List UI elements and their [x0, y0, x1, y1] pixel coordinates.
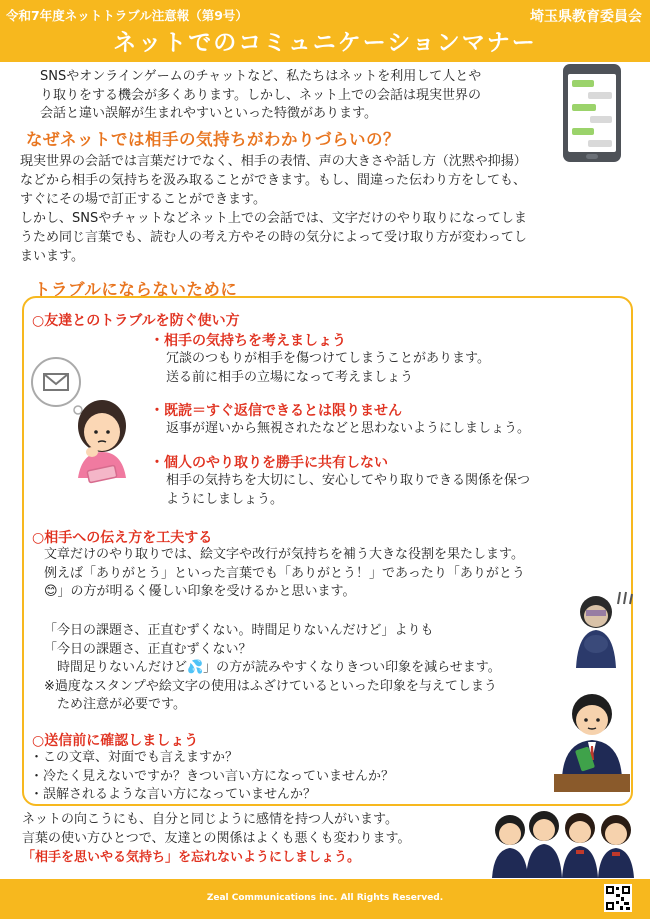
intro-line: SNSやオンラインゲームのチャットなど、私たちはネットを利用して人とや: [40, 69, 482, 84]
smartphone-chat-icon: [563, 64, 621, 162]
tip-line: 冗談のつもりが相手を傷つけてしまうことがあります。: [166, 351, 490, 366]
section2-title: ○相手への伝え方を工夫する: [32, 530, 213, 546]
example-line: ため注意が必要です。: [44, 697, 186, 712]
phone-screen: [568, 74, 616, 152]
footer-banner: [0, 879, 650, 919]
why-line: 現実世界の会話では言葉だけでなく、相手の表情、声の大きさや話し方（沈黙や抑揚）: [20, 154, 527, 169]
boy-with-phone-illustration: [548, 688, 636, 794]
example-line: 時間足りないんだけど💦」の方が読みやすくなりきつい印象を減らせます。: [44, 660, 501, 675]
example-line: ※過度なスタンプや絵文字の使用はふざけているといった印象を与えてしまう: [44, 678, 497, 694]
organization-name: 埼玉県教育委員会: [530, 9, 642, 25]
closing-message: [22, 810, 492, 867]
why-heading: なぜネットでは相手の気持ちがわかりづらいの？: [26, 130, 400, 149]
chat-bubble-icon: [572, 80, 594, 87]
student-figure: [562, 813, 598, 878]
student-figure: [526, 811, 562, 878]
section2-examples: [44, 622, 501, 715]
checklist: [30, 749, 394, 805]
girl-with-mail-illustration: [26, 352, 146, 492]
why-line: しかし、SNSやチャットなどネット上での会話では、文字だけのやり取りになってしま: [20, 211, 527, 226]
example-line: 「今日の課題さ、正直むずくない。時間足りないんだけど」よりも: [44, 623, 434, 638]
tip-line: ようにしましょう。: [166, 491, 284, 507]
why-line: すぐにその場で訂正することができます。: [20, 192, 266, 207]
worried-boy-illustration: [564, 588, 636, 672]
chat-bubble-icon: [572, 104, 596, 111]
group-of-students-illustration: [490, 808, 640, 878]
tip-body: [166, 472, 530, 509]
closing-emphasis: 「相手を思いやる気持ち」を忘れないようにしましょう。: [22, 850, 361, 865]
intro-line: り取りをする機会が多くあります。しかし、ネット上での会話は現実世界の: [40, 87, 481, 103]
section2-body: [44, 546, 525, 602]
tip-body: [166, 420, 530, 439]
section2-line: 😊」の方が明るく優しい印象を受けるかと思います。: [44, 584, 356, 599]
why-line: まいます。: [20, 249, 84, 264]
intro-paragraph: [40, 68, 550, 124]
closing-line: ネットの向こうにも、自分と同じように感情を持つ人がいます。: [22, 812, 398, 827]
why-line: うため同じ言葉でも、読む人の考え方やその時の気分によって受け取り方が変わってし: [20, 230, 527, 245]
tip-line: 相手の気持ちを大切にし、安心してやり取りできる関係を保つ: [166, 473, 531, 488]
tip-body: [166, 350, 490, 387]
chat-bubble-icon: [590, 116, 612, 123]
intro-line: 会話と違い誤解が生まれやすいといった特徴があります。: [40, 106, 377, 121]
student-figure: [492, 815, 528, 878]
student-figure: [598, 815, 634, 878]
tip-title: ・個人のやり取りを勝手に共有しない: [150, 455, 388, 471]
tip-line: 返事が遅いから無視されたなどと思わないようにしましょう。: [166, 421, 531, 436]
issue-label: 令和7年度ネットトラブル注意報（第9号）: [6, 8, 248, 23]
why-line: などから相手の気持ちを汲み取ることができます。もし、間違った伝わり方をしても、: [20, 173, 526, 188]
tip-title: ・相手の気持ちを考えましょう: [150, 333, 346, 349]
chat-bubble-icon: [572, 128, 594, 135]
header-banner: [0, 0, 650, 62]
checklist-item: ・この文章、対面でも言えますか？: [30, 750, 239, 765]
chat-bubble-icon: [588, 92, 612, 99]
page-title: ネットでのコミュニケーションマナー: [113, 30, 537, 56]
closing-line: 言葉の使い方ひとつで、友達との関係はよくも悪くも変わります。: [22, 831, 411, 846]
avoid-heading: トラブルにならないために: [34, 280, 238, 299]
copyright-text: Zeal Communications inc. All Rights Reserved.: [206, 893, 444, 903]
tip-title: ・既読＝すぐ返信できるとは限りません: [150, 403, 402, 419]
section3-title: ○送信前に確認しましょう: [32, 733, 199, 749]
section1-title: ○友達とのトラブルを防ぐ使い方: [32, 313, 240, 329]
qr-code-icon[interactable]: [604, 884, 632, 912]
checklist-item: ・冷たく見えないですか？きつい言い方になっていませんか？: [30, 768, 395, 784]
chat-bubble-icon: [588, 140, 612, 147]
tip-line: 送る前に相手の立場になって考えましょう: [166, 369, 414, 385]
section2-line: 例えば「ありがとう」といった言葉でも「ありがとう！」であったり「ありがとう: [44, 565, 525, 581]
example-line: 「今日の課題さ、正直むずくない？: [44, 641, 252, 657]
checklist-item: ・誤解されるような言い方になっていませんか？: [30, 787, 317, 802]
section2-line: 文章だけのやり取りでは、絵文字や改行が気持ちを補う大きな役割を果たします。: [44, 547, 524, 562]
why-paragraph: [20, 152, 620, 266]
